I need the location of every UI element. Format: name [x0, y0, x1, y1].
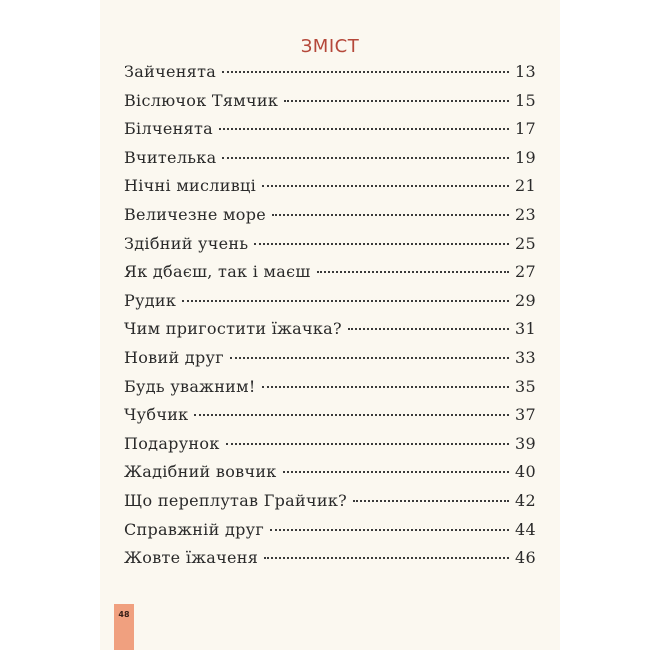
toc-entry-title: Новий друг	[124, 347, 224, 367]
dot-leader	[284, 100, 509, 102]
dot-leader	[353, 500, 509, 502]
toc-entry-page: 31	[515, 319, 536, 339]
toc-list	[124, 62, 536, 577]
toc-entry-title: Що переплутав Грайчик?	[124, 490, 348, 510]
toc-entry-page: 35	[515, 376, 536, 396]
toc-heading: ЗМІСТ	[300, 36, 360, 57]
toc-entry-title: Здібний учень	[124, 233, 249, 253]
toc-entry-page: 17	[515, 119, 536, 139]
dot-leader	[222, 71, 509, 73]
toc-entry	[124, 262, 536, 291]
toc-entry-title: Жовте їжаченя	[124, 548, 259, 568]
toc-entry-page: 15	[515, 90, 536, 110]
page-number: 48	[118, 610, 130, 619]
toc-entry-title: Чубчик	[124, 405, 189, 425]
toc-entry	[124, 462, 536, 491]
dot-leader	[272, 214, 509, 216]
dot-leader	[264, 557, 509, 559]
toc-entry	[124, 62, 536, 91]
toc-entry-title: Справжній друг	[124, 519, 265, 539]
dot-leader	[226, 443, 509, 445]
toc-entry-page: 42	[515, 490, 536, 510]
toc-entry	[124, 520, 536, 549]
toc-entry-page: 23	[515, 204, 536, 224]
dot-leader	[254, 243, 509, 245]
toc-entry	[124, 491, 536, 520]
dot-leader	[182, 300, 509, 302]
dot-leader	[230, 357, 509, 359]
toc-entry-title: Жадібний вовчик	[124, 462, 277, 482]
dot-leader	[348, 328, 509, 330]
book-page	[100, 0, 560, 650]
toc-entry-page: 39	[515, 433, 536, 453]
toc-entry-title: Віслючок Тямчик	[124, 90, 279, 110]
toc-entry	[124, 119, 536, 148]
page-number-tab	[114, 604, 134, 650]
toc-entry-title: Як дбаєш, так і маєш	[124, 262, 311, 282]
toc-entry-title: Зайченята	[124, 62, 217, 81]
toc-entry	[124, 319, 536, 348]
dot-leader	[262, 185, 509, 187]
toc-entry-title: Подарунок	[124, 433, 220, 453]
toc-entry-page: 19	[515, 147, 536, 167]
toc-entry-page: 44	[515, 519, 536, 539]
dot-leader	[194, 414, 509, 416]
toc-entry-page: 33	[515, 347, 536, 367]
toc-entry-page: 29	[515, 290, 536, 310]
toc-entry	[124, 377, 536, 406]
toc-entry	[124, 234, 536, 263]
toc-entry	[124, 548, 536, 577]
toc-entry-page: 40	[515, 462, 536, 482]
toc-entry-title: Білченята	[124, 119, 213, 139]
toc-entry	[124, 348, 536, 377]
toc-entry-page: 46	[515, 548, 536, 568]
toc-entry-page: 27	[515, 262, 536, 282]
toc-entry	[124, 91, 536, 120]
dot-leader	[219, 128, 509, 130]
toc-entry-page: 25	[515, 233, 536, 253]
toc-entry	[124, 176, 536, 205]
toc-entry	[124, 405, 536, 434]
dot-leader	[283, 471, 509, 473]
dot-leader	[270, 529, 509, 531]
toc-entry	[124, 291, 536, 320]
toc-entry-title: Рудик	[124, 290, 177, 310]
dot-leader	[262, 386, 509, 388]
toc-entry	[124, 434, 536, 463]
dot-leader	[222, 157, 509, 159]
toc-entry-page: 21	[515, 176, 536, 196]
toc-entry	[124, 148, 536, 177]
toc-entry-title: Нічні мисливці	[124, 176, 257, 196]
dot-leader	[317, 271, 509, 273]
toc-entry	[124, 205, 536, 234]
toc-entry-page: 37	[515, 405, 536, 425]
toc-entry-title: Величезне море	[124, 204, 267, 224]
toc-entry-title: Чим пригостити їжачка?	[124, 319, 342, 339]
toc-entry-title: Будь уважним!	[124, 376, 256, 396]
toc-entry-title: Вчителька	[124, 147, 217, 167]
toc-entry-page: 13	[515, 62, 536, 81]
